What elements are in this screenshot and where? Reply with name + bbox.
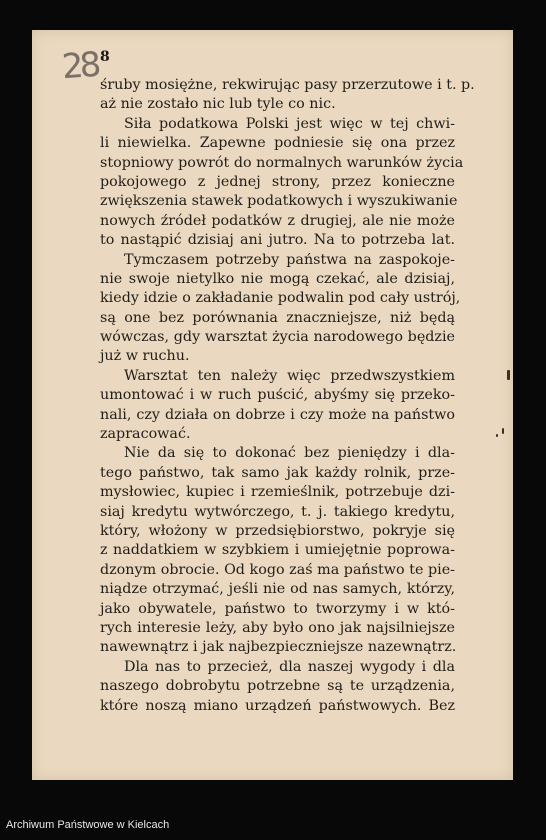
text-line: Dla nas to przecież, dla naszej wygody i dla [124, 658, 455, 675]
text-line: siaj kredytu wytwórczego, t. j. takiego kredytu, [100, 503, 455, 520]
text-line: z naddatkiem w szybkiem i umiejętnie poprowa- [100, 542, 455, 559]
text-line: dzonym obrocie. Od kogo zaś ma państwo te pie- [100, 561, 455, 578]
text-line: już w ruchu. [100, 348, 190, 365]
text-line: który, włożony w przedsiębiorstwo, pokryje się [100, 522, 455, 539]
paper-speck [502, 428, 504, 434]
text-line: które noszą miano urządzeń państwowych. Bez [100, 697, 455, 714]
text-line: stopniowy powrót do normalnych warunków życia [100, 154, 464, 171]
text-line: rych interesie leży, aby było ono jak najsilniejsze [100, 619, 455, 636]
text-line: to nastąpić dzisiaj ani jutro. Na to potrzeba lat. [100, 232, 455, 249]
text-line: Siła podatkowa Polski jest więc w tej chwi- [124, 115, 455, 132]
text-line: jako obywatele, państwo to tworzymy i w któ- [100, 600, 455, 617]
paper-speck [496, 434, 498, 437]
archive-watermark: Archiwum Państwowe w Kielcach [6, 819, 170, 831]
text-line: śruby mosiężne, rekwirując pasy przerzutowe i t. p. [100, 77, 475, 93]
text-line: kiedy idzie o zakładanie podwalin pod cały ustrój, [100, 290, 461, 307]
pencil-folio-number: 28 [60, 44, 99, 88]
paper-speck [507, 370, 510, 380]
text-line: są one bez porównania znaczniejsze, niż będą [100, 309, 455, 326]
text-line: li niewielka. Zapewne podniesie się ona przez [100, 135, 455, 152]
text-line: tego państwo, tak samo jak każdy rolnik, prze- [100, 464, 455, 481]
text-line: Tymczasem potrzeby państwa na zaspokoje- [124, 251, 455, 268]
text-line: mysłowiec, kupiec i rzemieślnik, potrzebuje dzi- [100, 484, 455, 501]
text-line: Nie da się to dokonać bez pieniędzy i dla- [124, 445, 455, 462]
text-line: nali, czy działa on dobrze i czy może na państwo [100, 406, 455, 423]
text-line: Warsztat ten należy więc przedwszystkiem [124, 367, 455, 384]
text-line: nowych źródeł podatków z drugiej, ale nie może [100, 212, 455, 229]
text-line: zwiększenia stawek podatkowych i wyszukiwanie [100, 193, 458, 210]
text-line: niądze otrzymać, jeśli nie od nas samych, którzy, [100, 581, 455, 598]
text-line: umontować i w ruch puścić, abyśmy się przeko- [100, 387, 455, 404]
text-line: nie swoje nietylko nie mogą czekać, ale dzisiaj, [100, 270, 455, 287]
text-line: naszego dobrobytu potrzebne są te urządzenia, [100, 678, 455, 695]
page-number: 8 [100, 49, 110, 65]
text-line: wówczas, gdy warsztat życia narodowego będzie [100, 329, 455, 346]
text-line: aż nie zostało nic lub tyle co nic. [100, 96, 336, 113]
text-line: nawewnątrz i jak najbezpieczniejsze nazewnątrz. [100, 639, 457, 656]
text-line: zapracować. [100, 426, 191, 443]
text-line: pokojowego z jednej strony, przez konieczne [100, 173, 455, 190]
body-text [100, 76, 475, 716]
